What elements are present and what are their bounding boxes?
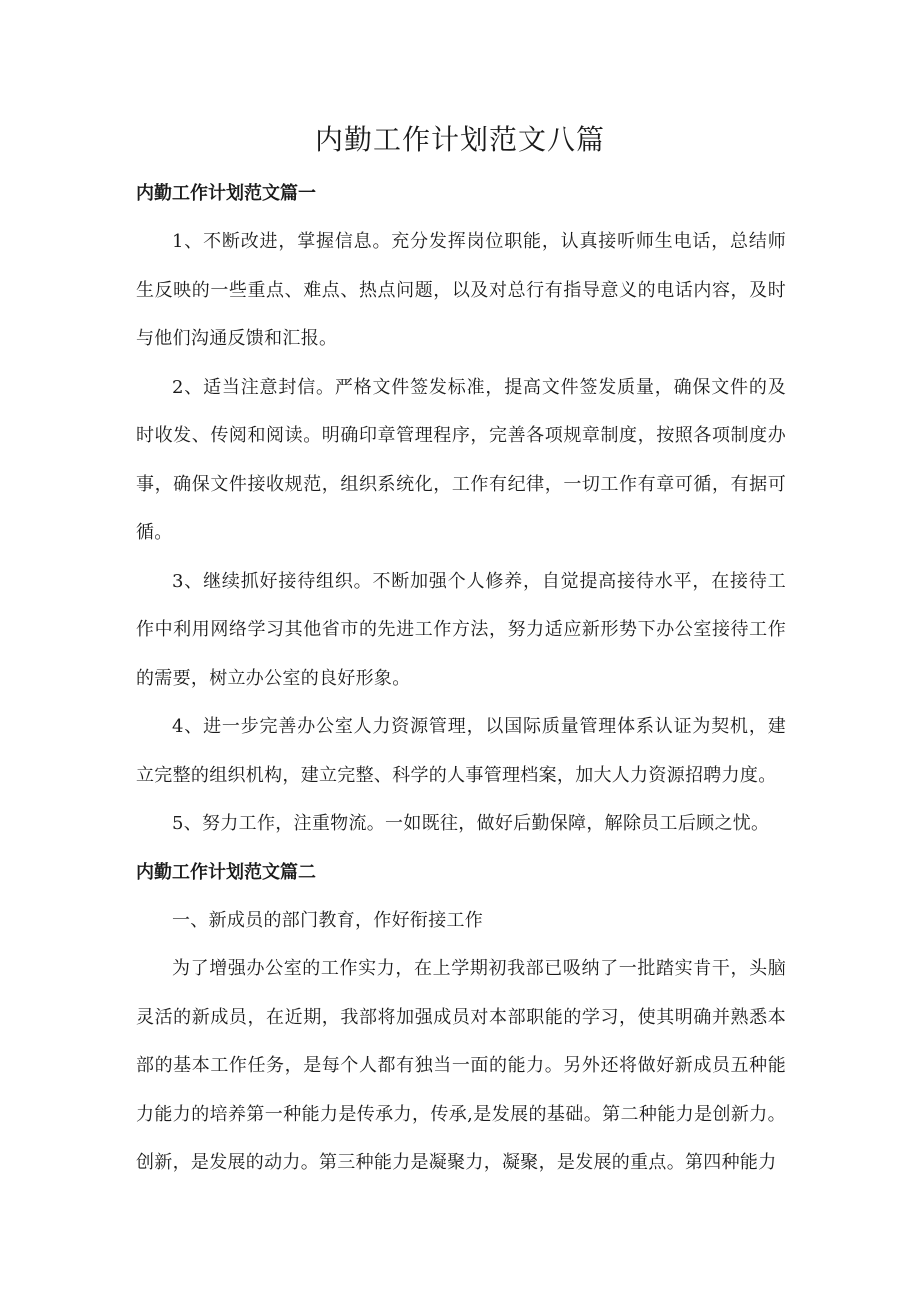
paragraph: 5、努力工作，注重物流。一如既往，做好后勤保障，解除员工后顾之忧。 (172, 813, 770, 834)
paragraph: 为了增强办公室的工作实力，在上学期初我部已吸纳了一批踏实肯干，头脑灵活的新成员，在近期，我部将加强成员对本部职能的学习，使其明确并熟悉本部的基本工作任务，是每个人都有独当一面的能力。另外还将做好新成员五种能力能力的培养第一种能力是传承力，传承,是发展的基础。第二种能力是创新力。创新，是发展的动力。第三种能力是凝聚力，凝聚，是发展的重点。第四种能力 (136, 958, 786, 1173)
document-body (136, 170, 786, 1188)
page-title: 内勤工作计划范文八篇 (314, 123, 605, 156)
section-heading-1: 内勤工作计划范文篇一 (136, 183, 316, 204)
section-heading-2: 内勤工作计划范文篇二 (136, 861, 316, 883)
paragraph: 2、适当注意封信。严格文件签发标准，提高文件签发质量，确保文件的及时收发、传阅和阅读。明确印章管理程序，完善各项规章制度，按照各项制度办事，确保文件接收规范，组织系统化，工作有纪律，一切工作有章可循，有据可循。 (136, 376, 786, 543)
subheading: 一、新成员的部门教育，作好衔接工作 (172, 909, 484, 931)
paragraph: 3、继续抓好接待组织。不断加强个人修养，自觉提高接待水平，在接待工作中利用网络学习其他省市的先进工作方法，努力适应新形势下办公室接待工作的需要，树立办公室的良好形象。 (136, 570, 786, 689)
paragraph: 4、进一步完善办公室人力资源管理，以国际质量管理体系认证为契机，建立完整的组织机构，建立完整、科学的人事管理档案，加大人力资源招聘力度。 (136, 716, 786, 786)
paragraph: 1、不断改进，掌握信息。充分发挥岗位职能，认真接听师生电话，总结师生反映的一些重点、难点、热点问题，以及对总行有指导意义的电话内容，及时与他们沟通反馈和汇报。 (136, 231, 786, 349)
